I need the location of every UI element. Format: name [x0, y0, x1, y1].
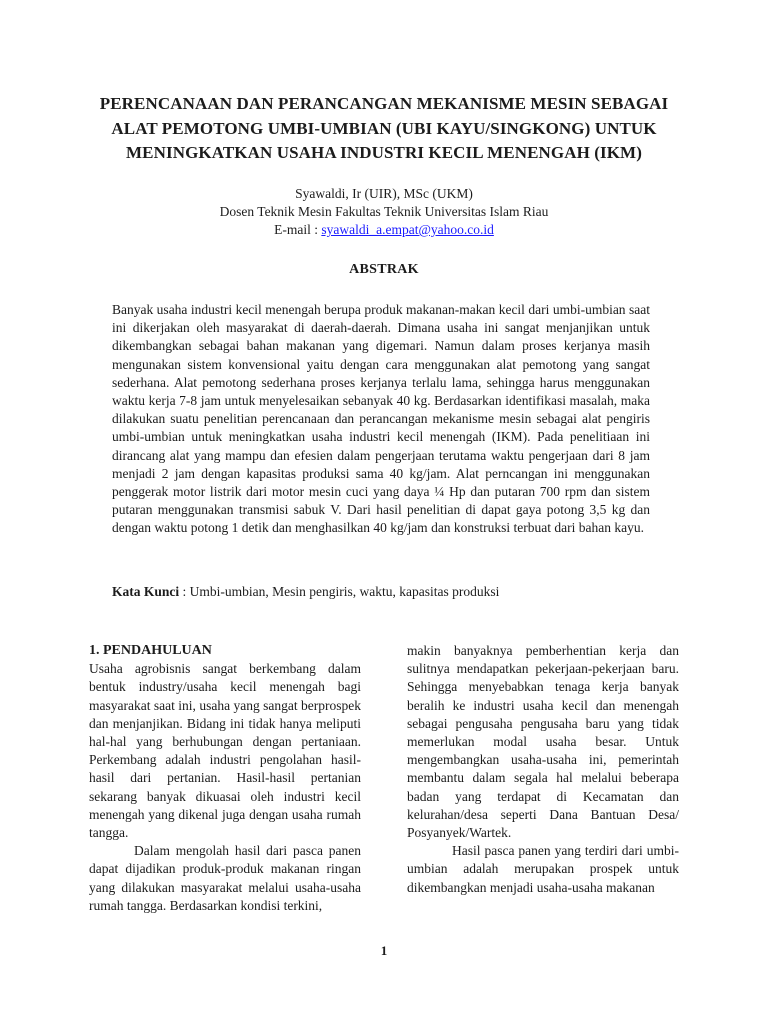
- body-paragraph: Hasil pasca panen yang terdiri dari umbi-umbian adalah merupakan prospek untuk dikembangkan menjadi usaha-usaha makanan: [407, 843, 679, 895]
- title-line: PERENCANAAN DAN PERANCANGAN MEKANISME MESIN SEBAGAI: [99, 94, 669, 113]
- paper-title: [70, 92, 698, 166]
- author-affiliation: Dosen Teknik Mesin Fakultas Teknik Universitas Islam Riau: [219, 204, 549, 219]
- keywords-label: Kata Kunci: [112, 584, 180, 599]
- body-column-right: [407, 642, 679, 897]
- abstract-text: Banyak usaha industri kecil menengah berupa produk makanan-makan kecil dari umbi-umbian saat ini dikerjakan oleh masyarakat di daerah-daerah. Dimana usaha ini sangat menjanjikan untuk dikembangkan sebagai bahan makanan yang digemari. Namun dalam proses kerjanya masih mengunakan sistem konvensional yaitu dengan cara menggunakan alat pemotong yang sangat sederhana. Alat pemotong sederhana proses kerjanya terlalu lama, sehingga harus menggunakan waktu kerja 7-8 jam untuk menyelesaikan sebanyak 40 kg. Berdasarkan identifikasi masalah, maka dilakukan suatu penelitian perencanaan dan perancangan mekanisme mesin sebagai alat pengiris umbi-umbian untuk meningkatkan usaha industri kecil menengah (IKM). Pada penelitiaan ini dirancang alat yang mampu dan efesien dalam pengerjaan terutama waktu pengerjaan dari 8 jam menjadi 2 jam dengan kapasitas produksi sama 40 kg/jam. Alat perncangan ini menggunakan penggerak motor listrik dari motor mesin cuci yang daya ¼ Hp dan putaran 700 rpm dan sistem putaran menggunakan transmisi sabuk V. Dari hasil penelitian di dapat gaya potong 3,5 kg dan dengan waktu potong 1 detik dan menghasilkan 40 kg/jam dan konstruksi terbuat dari bahan kayu.: [112, 302, 650, 536]
- keywords-line: [112, 583, 652, 601]
- body-paragraph: makin banyaknya pemberhentian kerja dan sulitnya mendapatkan pekerjaan-pekerjaan baru. Sehingga menyebabkan tenaga kerja banyak beralih ke industri usaha kecil dan menengah sebagai pengusaha pengusaha baru yang tidak memerlukan modal usaha besar. Untuk mengembangkan usaha-usaha ini, pemerintah membantu dalam segala hal melalui beberapa badan yang terdapat di Kecamatan dan kelurahan/desa seperti Dana Bantuan Desa/ Posyanyek/Wartek.: [407, 643, 679, 841]
- body-paragraph: Dalam mengolah hasil dari pasca panen dapat dijadikan produk-produk makanan ringan yang dilakukan masyarakat melalui usaha-usaha rumah tangga. Berdasarkan kondisi terkini,: [89, 843, 361, 913]
- section-heading: 1. PENDAHULUAN: [89, 643, 212, 658]
- body-column-left: [89, 642, 361, 915]
- author-name: Syawaldi, Ir (UIR), MSc (UKM): [295, 186, 473, 201]
- email-label: E-mail :: [274, 222, 322, 237]
- keywords-value: : Umbi-umbian, Mesin pengiris, waktu, kapasitas produksi: [179, 584, 500, 599]
- author-block: [100, 185, 668, 239]
- email-link[interactable]: syawaldi_a.empat@yahoo.co.id: [321, 222, 494, 237]
- body-paragraph: Usaha agrobisnis sangat berkembang dalam bentuk industry/usaha kecil menengah bagi masyarakat saat ini, usaha yang sangat berprospek dan menjanjikan. Bidang ini tidak hanya meliputi hal-hal yang berhubungan dengan pertaniaan. Perkembang adalah industri pengolahan hasil-hasil dari pertanian. Hasil-hasil pertanian sekarang banyak dikuasai oleh industri kecil menengah yang dikenal juga dengan usaha rumah tangga.: [89, 661, 361, 841]
- abstract-heading: ABSTRAK: [349, 262, 419, 277]
- page-number: 1: [380, 943, 388, 958]
- title-line: ALAT PEMOTONG UMBI-UMBIAN (UBI KAYU/SINGKONG) UNTUK: [111, 118, 657, 138]
- email-line: [100, 221, 668, 239]
- title-line: MENINGKATKAN USAHA INDUSTRI KECIL MENENGAH (IKM): [126, 143, 642, 162]
